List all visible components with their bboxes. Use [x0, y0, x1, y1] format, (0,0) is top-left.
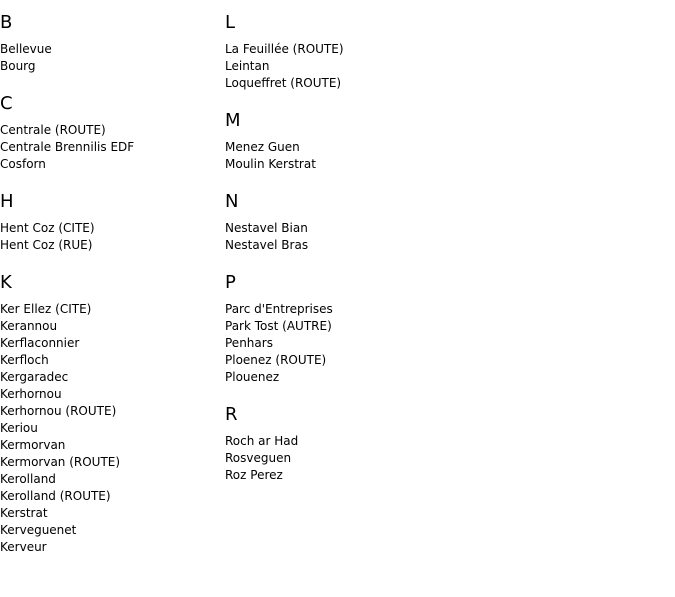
place-list-item[interactable]: Centrale Brennilis EDF — [0, 140, 135, 154]
place-list-item[interactable]: Hent Coz (CITE) — [0, 221, 95, 235]
place-list — [225, 139, 465, 173]
place-list-item[interactable]: Kerveur — [0, 540, 47, 554]
place-list-item[interactable]: Kermorvan (ROUTE) — [0, 455, 121, 469]
place-list-item[interactable]: Leintan — [225, 59, 270, 73]
place-list-item[interactable]: Kerhornou — [0, 387, 62, 401]
place-list-item[interactable]: Ploenez (ROUTE) — [225, 353, 327, 367]
place-list-item[interactable]: Cosforn — [0, 157, 46, 171]
place-list-item[interactable]: Moulin Kerstrat — [225, 157, 316, 171]
place-list-item[interactable]: Menez Guen — [225, 140, 300, 154]
place-list-item[interactable]: Centrale (ROUTE) — [0, 123, 106, 137]
place-list-item[interactable]: Kerhornou (ROUTE) — [0, 404, 117, 418]
letter-section — [0, 0, 225, 81]
place-list-item[interactable]: Kerolland (ROUTE) — [0, 489, 111, 503]
place-list-item[interactable]: Kerannou — [0, 319, 58, 333]
place-list-item[interactable]: Kermorvan — [0, 438, 66, 452]
section-spacer — [225, 484, 465, 490]
place-list — [0, 301, 225, 556]
place-list-item[interactable]: Kerveguenet — [0, 523, 77, 537]
place-list-item[interactable]: Nestavel Bian — [225, 221, 308, 235]
right-column — [225, 0, 465, 490]
place-list — [225, 220, 465, 254]
section-letter-heading: P — [225, 272, 236, 293]
place-list-item[interactable]: Bourg — [0, 59, 36, 73]
place-list-item[interactable]: Roch ar Had — [225, 434, 299, 448]
place-list-item[interactable]: Kerolland — [0, 472, 56, 486]
place-list-item[interactable]: Kergaradec — [0, 370, 69, 384]
place-list-item[interactable]: Kerstrat — [0, 506, 48, 520]
place-list-item[interactable]: Roz Perez — [225, 468, 283, 482]
place-list-item[interactable]: Ker Ellez (CITE) — [0, 302, 92, 316]
place-list-item[interactable]: Kerfloch — [0, 353, 49, 367]
place-list-item[interactable]: Park Tost (AUTRE) — [225, 319, 332, 333]
section-letter-heading: R — [225, 404, 238, 425]
place-list — [225, 301, 465, 386]
letter-section — [0, 81, 225, 179]
section-spacer — [0, 556, 225, 562]
section-letter-heading: K — [0, 272, 12, 293]
place-list-item[interactable]: Kerflaconnier — [0, 336, 80, 350]
letter-section — [225, 98, 465, 179]
place-list-item[interactable]: Plouenez — [225, 370, 280, 384]
place-list-item[interactable]: Bellevue — [0, 42, 52, 56]
left-column — [0, 0, 225, 562]
letter-section — [225, 392, 465, 490]
place-list-item[interactable]: Hent Coz (RUE) — [0, 238, 93, 252]
letter-section — [225, 0, 465, 98]
place-list-item[interactable]: Loqueffret (ROUTE) — [225, 76, 342, 90]
letter-section — [225, 260, 465, 392]
place-list-item[interactable]: La Feuillée (ROUTE) — [225, 42, 344, 56]
section-letter-heading: C — [0, 93, 13, 114]
place-list-item[interactable]: Penhars — [225, 336, 273, 350]
place-list-item[interactable]: Parc d'Entreprises — [225, 302, 333, 316]
place-list-item[interactable]: Nestavel Bras — [225, 238, 309, 252]
letter-section — [0, 260, 225, 562]
letter-section — [225, 179, 465, 260]
section-letter-heading: L — [225, 12, 236, 33]
letter-section — [0, 179, 225, 260]
place-list-item[interactable]: Keriou — [0, 421, 38, 435]
place-list — [225, 41, 465, 92]
place-list — [225, 433, 465, 484]
section-letter-heading: B — [0, 12, 13, 33]
section-letter-heading: H — [0, 191, 14, 212]
place-list — [0, 41, 225, 75]
section-letter-heading: M — [225, 110, 241, 131]
place-list-item[interactable]: Rosveguen — [225, 451, 292, 465]
section-letter-heading: N — [225, 191, 239, 212]
place-list — [0, 122, 225, 173]
place-list — [0, 220, 225, 254]
